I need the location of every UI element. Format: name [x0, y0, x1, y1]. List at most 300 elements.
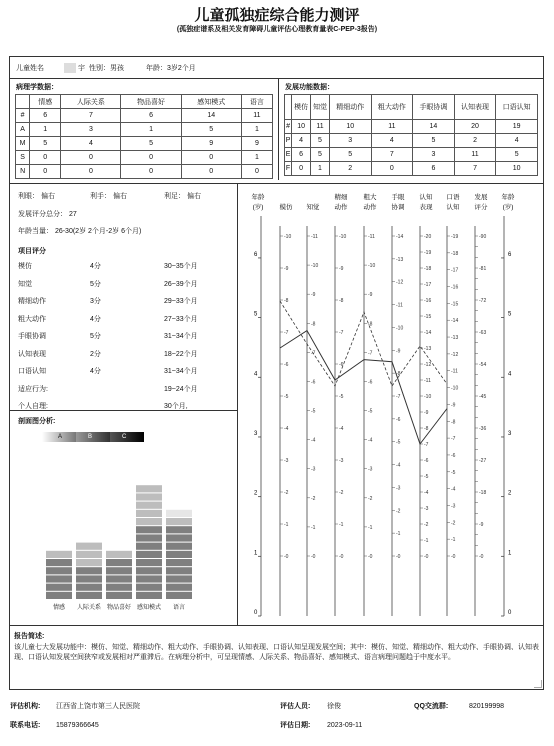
table-cell: 5: [496, 148, 538, 162]
dev-score-label: -8: [339, 298, 344, 304]
dev-score-label: -16: [424, 298, 432, 304]
profile-category-label: 情感: [52, 605, 66, 611]
item-name: 知觉: [18, 280, 32, 288]
dev-score-label: -11: [311, 234, 318, 240]
table-cell: 4: [371, 134, 413, 148]
table-cell: 7: [371, 148, 413, 162]
table-cell: 0: [241, 165, 272, 179]
dev-score-label: -1: [339, 522, 344, 528]
dev-age-label: 1: [508, 550, 512, 557]
dev-score-label: -7: [396, 394, 401, 400]
table-cell: 1: [241, 151, 272, 165]
dev-header-bottom: (岁): [502, 204, 514, 211]
dev-score-label: -4: [396, 462, 401, 469]
profile-block: [136, 502, 162, 509]
dev-score-label: -54: [479, 362, 487, 368]
item-name: 个人自理:: [18, 403, 48, 410]
profile-block: [166, 567, 192, 574]
dev-age-label: 4: [254, 371, 258, 378]
profile-block: [76, 584, 102, 591]
profile-block: [136, 534, 162, 541]
item-name: 认知表现: [18, 350, 46, 358]
dev-score-label: -8: [451, 419, 456, 426]
item-score: 5分: [90, 333, 101, 340]
dev-score-label: -5: [311, 408, 316, 415]
table-cell: 5: [311, 148, 330, 162]
dev-age-label: 2: [254, 490, 258, 497]
item-name: 模仿: [18, 263, 32, 270]
table-header-cell: 手眼协调: [413, 95, 455, 120]
items-title: 项目评分: [18, 248, 46, 255]
profile-block: [136, 584, 162, 591]
development-title: 发展功能数据：: [285, 84, 334, 91]
profile-block: [136, 493, 162, 500]
dev-age-label: 0: [254, 610, 258, 616]
profile-block: [136, 551, 162, 558]
dev-score-label: -3: [424, 506, 429, 512]
profile-block: [106, 584, 132, 591]
profile-block: [46, 559, 72, 566]
table-cell: 1: [311, 162, 330, 176]
table-cell: 11: [241, 109, 272, 123]
child-name-label: 儿童姓名: [16, 65, 44, 72]
evaluator-value: 徐俊: [327, 703, 341, 710]
profile-block: [106, 567, 132, 574]
dev-score-label: -5: [451, 469, 456, 476]
profile-block: [76, 559, 102, 566]
table-cell: 1: [30, 123, 61, 137]
table-cell: #: [285, 120, 292, 134]
dev-score-label: -12: [424, 362, 432, 368]
profile-block: [136, 543, 162, 550]
table-cell: E: [285, 148, 292, 162]
dev-score-label: -6: [368, 379, 373, 386]
dev-score-label: -11: [396, 302, 403, 309]
dev-score-label: -1: [284, 522, 289, 528]
dev-score-label: -12: [451, 351, 459, 358]
dev-header-bottom: 认知: [446, 204, 460, 211]
dev-header-top: 认知: [419, 194, 433, 201]
dev-age-label: 3: [254, 430, 258, 437]
item-score: 4分: [90, 315, 101, 323]
item-age: 19~24个月: [164, 385, 198, 393]
table-cell: 0: [181, 165, 241, 179]
table-row: [16, 123, 273, 137]
table-cell: P: [285, 134, 292, 148]
dev-age-label: 6: [508, 251, 512, 258]
table-cell: N: [16, 165, 30, 179]
table-header-cell: [285, 95, 292, 120]
dev-score-label: -9: [424, 410, 429, 416]
table-cell: 11: [454, 148, 496, 162]
dev-score-label: -7: [424, 442, 429, 448]
dev-score-label: -4: [451, 486, 456, 493]
item-age: 30个月,: [164, 403, 188, 410]
legend-a-label: A: [58, 434, 63, 440]
profile-block: [166, 584, 192, 591]
dev-score-label: -17: [451, 267, 459, 274]
evaluator-label: 评估人员:: [280, 703, 311, 710]
legend-a: [42, 432, 76, 442]
table-header-row: [16, 95, 273, 109]
dev-score-label: -5: [424, 474, 429, 480]
dev-score-label: -15: [451, 301, 459, 308]
dev-score-label: -9: [451, 402, 456, 409]
profile-legend: [42, 432, 144, 442]
dev-score-label: -2: [368, 495, 373, 502]
item-age: 31~34个月: [164, 333, 198, 340]
dev-score-label: -5: [284, 394, 289, 400]
pathology-table: [15, 94, 273, 179]
dev-age-label: 6: [254, 251, 258, 258]
dev-age-label: 4: [508, 371, 512, 378]
profile-block: [46, 575, 72, 582]
dev-header-bottom: 协调: [391, 204, 405, 211]
table-cell: F: [285, 162, 292, 176]
table-cell: M: [16, 137, 30, 151]
table-cell: 0: [121, 165, 181, 179]
dev-score-label: -7: [368, 350, 373, 357]
profile-block: [76, 551, 102, 558]
dev-score-label: -45: [479, 394, 487, 400]
table-header-cell: 人际关系: [61, 95, 121, 109]
dev-score-label: -8: [284, 298, 289, 304]
dev-score-label: -2: [396, 508, 401, 515]
legend-c: [110, 432, 144, 442]
divider: [278, 78, 279, 180]
profile-category-label: 感知模式: [136, 605, 162, 611]
dev-score-label: -3: [339, 458, 344, 464]
dev-score-label: -20: [424, 234, 432, 240]
dev-score-label: -6: [339, 362, 344, 368]
table-cell: 0: [61, 165, 121, 179]
profile-category-label: 人际关系: [76, 605, 102, 611]
dev-score-label: -13: [424, 346, 432, 352]
dev-score-label: -9: [284, 266, 289, 272]
table-cell: 3: [329, 134, 371, 148]
name-redaction: [64, 63, 76, 73]
dev-score-label: -10: [339, 234, 347, 240]
report-summary-text: 该儿童七大发展功能中：模仿、知觉、精细动作、粗大动作、手眼协调、认知表现、口语认知呈现发展空间；其中：模仿、知觉、精细动作、粗大动作、手眼协调、认知表现、口语认知发展空间狭窄或发展相对严重滞后。在病理分析中，可呈现情感、人际关系、物品喜好、感知模式、语言病理问题趋于中度水平。: [14, 644, 539, 661]
item-name: 粗大动作: [18, 315, 46, 323]
table-cell: 3: [61, 123, 121, 137]
item-age: 18~22个月: [164, 350, 198, 358]
resize-handle: [534, 680, 542, 688]
dev-score-label: -9: [339, 266, 344, 272]
table-row: [285, 134, 538, 148]
dev-score-label: -8: [424, 426, 429, 432]
table-cell: S: [16, 151, 30, 165]
profile-block: [136, 518, 162, 525]
profile-block: [166, 559, 192, 566]
dev-score-label: -3: [368, 466, 373, 473]
table-header-cell: 语言: [241, 95, 272, 109]
divider: [9, 410, 237, 411]
item-score: 4分: [90, 368, 101, 375]
phone-label: 联系电话:: [10, 722, 41, 729]
dev-score-label: -13: [396, 256, 404, 263]
table-header-cell: 模仿: [292, 95, 311, 120]
table-cell: 0: [30, 151, 61, 165]
item-score: 3分: [90, 298, 101, 305]
table-header-cell: 知觉: [311, 95, 330, 120]
profile-block: [166, 543, 192, 550]
profile-block: [46, 592, 72, 599]
profile-block: [166, 510, 192, 517]
dev-score-label: -3: [451, 503, 456, 510]
profile-block: [76, 592, 102, 599]
profile-block: [136, 575, 162, 582]
table-row: [16, 109, 273, 123]
table-header-cell: 感知模式: [181, 95, 241, 109]
dev-header-bottom: (岁): [252, 204, 264, 211]
dev-score-label: -1: [424, 538, 429, 544]
table-cell: 6: [30, 109, 61, 123]
dev-score-label: -14: [424, 330, 432, 336]
table-cell: 7: [454, 162, 496, 176]
table-cell: 14: [181, 109, 241, 123]
dev-header-top: 年龄: [251, 194, 265, 201]
table-cell: 6: [413, 162, 455, 176]
dev-score-label: -12: [396, 279, 404, 286]
report-title: 儿童孤独症综合能力测评: [194, 7, 360, 24]
dev-score-label: -9: [368, 292, 373, 299]
dev-score-label: -18: [451, 250, 459, 257]
table-cell: 20: [454, 120, 496, 134]
dev-score-label: -8: [368, 321, 373, 328]
table-cell: 3: [413, 148, 455, 162]
table-header-cell: 口语认知: [496, 95, 538, 120]
dev-age-line: [280, 301, 447, 386]
item-age: 26~39个月: [164, 280, 198, 288]
profile-block: [106, 592, 132, 599]
qq-value: 820199998: [469, 703, 505, 710]
dev-score-label: -9: [479, 522, 484, 528]
table-cell: 5: [30, 137, 61, 151]
dev-score-label: -0: [479, 554, 484, 560]
table-cell: 5: [311, 134, 330, 148]
table-cell: 11: [371, 120, 413, 134]
table-row: [285, 162, 538, 176]
table-cell: 2: [454, 134, 496, 148]
dev-header-top: 年龄: [501, 194, 515, 201]
qq-label: QQ交流群:: [414, 703, 449, 710]
table-cell: 9: [181, 137, 241, 151]
table-cell: 7: [61, 109, 121, 123]
dev-score-line: [280, 331, 447, 444]
dev-score-label: -7: [284, 330, 289, 336]
table-header-cell: 粗大动作: [371, 95, 413, 120]
item-age: 29~33个月: [164, 298, 198, 305]
profile-block: [76, 543, 102, 550]
table-cell: 1: [121, 123, 181, 137]
dev-header-top: 手眼: [391, 194, 405, 201]
table-row: [285, 120, 538, 134]
divider: [9, 78, 544, 79]
dev-score-label: -2: [339, 490, 344, 496]
dev-score-label: -10: [451, 385, 459, 392]
item-age: 30~35个月: [164, 263, 198, 270]
child-gender: 性别：男孩: [89, 65, 124, 72]
table-row: [16, 137, 273, 151]
table-header-cell: 精细动作: [329, 95, 371, 120]
dev-score-label: -10: [311, 263, 319, 270]
dev-score-label: -11: [424, 378, 431, 384]
dev-score-label: -0: [368, 554, 373, 560]
item-name: 口语认知: [18, 368, 46, 375]
date-value: 2023-09-11: [327, 722, 363, 729]
profile-block: [46, 567, 72, 574]
dev-header-top: 发展: [474, 194, 488, 201]
profile-block: [106, 559, 132, 566]
dev-score-label: -10: [284, 234, 292, 240]
item-score: 2分: [90, 350, 101, 358]
age-equivalent: 年龄当量： 26-30(2岁 2个月-2岁 6个月): [18, 228, 142, 235]
report-subtitle: (孤独症谱系及相关发育障碍儿童评估心理教育量表C-PEP-3报告): [176, 26, 378, 33]
date-label: 评估日期:: [280, 722, 311, 729]
table-header-cell: 情感: [30, 95, 61, 109]
table-cell: 5: [121, 137, 181, 151]
table-row: [16, 165, 273, 179]
dev-header-top: 粗大: [363, 194, 377, 201]
pathology-title: 病理学数据：: [16, 84, 58, 91]
dev-score-label: -0: [284, 554, 289, 560]
dev-score-label: -0: [339, 554, 344, 560]
eye-preference: 利眼： 偏右: [18, 193, 55, 200]
profile-category-label: 物品喜好: [106, 605, 132, 611]
dev-score-label: -4: [368, 437, 373, 444]
dev-header-bottom: 知觉: [306, 204, 320, 211]
dev-score-label: -1: [451, 537, 456, 544]
dev-score-label: -19: [424, 250, 432, 256]
dev-score-label: -2: [451, 520, 456, 527]
dev-score-label: -27: [479, 458, 487, 464]
dev-score-label: -4: [424, 490, 429, 496]
dev-score-label: -5: [339, 394, 344, 400]
profile-title: 剖面图分析:: [18, 418, 56, 425]
dev-score-label: -0: [451, 554, 456, 560]
development-chart: [238, 186, 544, 625]
profile-block: [136, 485, 162, 492]
dev-score-label: -90: [479, 234, 487, 240]
dev-score-label: -2: [311, 495, 316, 502]
dev-score-label: -15: [424, 314, 432, 320]
table-cell: 1: [241, 123, 272, 137]
dev-score-label: -0: [311, 554, 316, 560]
dev-score-label: -72: [479, 298, 487, 304]
dev-age-label: 1: [254, 550, 258, 557]
dev-score-label: -18: [424, 266, 432, 272]
total-score: 发展评分总分： 27: [18, 211, 77, 218]
profile-block: [166, 534, 192, 541]
dev-score-label: -10: [396, 325, 404, 332]
phone-value: 15879366645: [56, 722, 99, 729]
table-header-row: [285, 95, 538, 120]
table-header-cell: [16, 95, 30, 109]
dev-score-label: -3: [284, 458, 289, 464]
profile-block: [136, 592, 162, 599]
item-name: 手眼协调: [18, 333, 46, 340]
dev-header-top: 精细: [334, 194, 348, 201]
dev-score-label: -6: [311, 379, 316, 386]
dev-score-label: -13: [451, 335, 459, 342]
dev-score-label: -14: [396, 234, 404, 240]
dev-score-label: -11: [368, 234, 375, 240]
table-cell: 11: [311, 120, 330, 134]
dev-score-label: -36: [479, 426, 487, 432]
dev-score-label: -0: [396, 554, 401, 560]
profile-block: [136, 510, 162, 517]
legend-c-label: C: [122, 434, 127, 440]
dev-header-bottom: 动作: [363, 204, 377, 211]
foot-preference: 利足： 偏右: [164, 193, 201, 200]
dev-score-label: -1: [311, 524, 316, 531]
profile-block: [106, 575, 132, 582]
dev-score-label: -11: [451, 368, 458, 375]
legend-b-label: B: [88, 434, 93, 440]
dev-score-label: -4: [311, 437, 316, 444]
profile-chart: [40, 450, 200, 612]
table-cell: 0: [181, 151, 241, 165]
profile-category-label: 语言: [172, 605, 186, 611]
table-cell: #: [16, 109, 30, 123]
dev-score-label: -16: [451, 284, 459, 291]
profile-block: [166, 575, 192, 582]
profile-block: [76, 575, 102, 582]
table-cell: 5: [329, 148, 371, 162]
profile-block: [166, 551, 192, 558]
table-cell: 0: [292, 162, 311, 176]
dev-score-label: -5: [368, 408, 373, 415]
dev-header-bottom: 评分: [474, 204, 488, 211]
child-name-value: 宇: [78, 65, 85, 72]
dev-score-label: -3: [396, 485, 401, 492]
dev-age-label: 3: [508, 430, 512, 437]
dev-score-label: -8: [396, 371, 401, 378]
table-cell: 10: [292, 120, 311, 134]
table-cell: 0: [30, 165, 61, 179]
item-age: 27~33个月: [164, 315, 198, 323]
dev-score-label: -4: [284, 426, 289, 432]
item-age: 31~34个月: [164, 368, 198, 375]
table-cell: 5: [181, 123, 241, 137]
dev-score-label: -4: [339, 426, 344, 432]
dev-score-label: -17: [424, 282, 432, 288]
table-cell: 5: [413, 134, 455, 148]
profile-block: [166, 518, 192, 525]
dev-score-label: -3: [311, 466, 316, 473]
table-cell: 9: [241, 137, 272, 151]
dev-score-label: -2: [424, 522, 429, 528]
table-row: [16, 151, 273, 165]
dev-score-label: -10: [368, 263, 376, 270]
table-cell: 0: [61, 151, 121, 165]
dev-score-label: -0: [424, 554, 429, 560]
table-cell: 19: [496, 120, 538, 134]
dev-age-label: 2: [508, 490, 512, 497]
table-cell: 10: [329, 120, 371, 134]
dev-score-label: -6: [451, 452, 456, 459]
table-cell: 14: [413, 120, 455, 134]
dev-header-bottom: 表现: [419, 204, 433, 211]
dev-score-label: -6: [396, 416, 401, 423]
dev-score-label: -8: [311, 321, 316, 328]
item-score: 4分: [90, 263, 101, 270]
dev-score-label: -81: [479, 266, 487, 272]
dev-header-bottom: 动作: [334, 204, 348, 211]
report-summary-title: 报告简述:: [14, 633, 45, 640]
dev-score-label: -9: [396, 348, 401, 355]
